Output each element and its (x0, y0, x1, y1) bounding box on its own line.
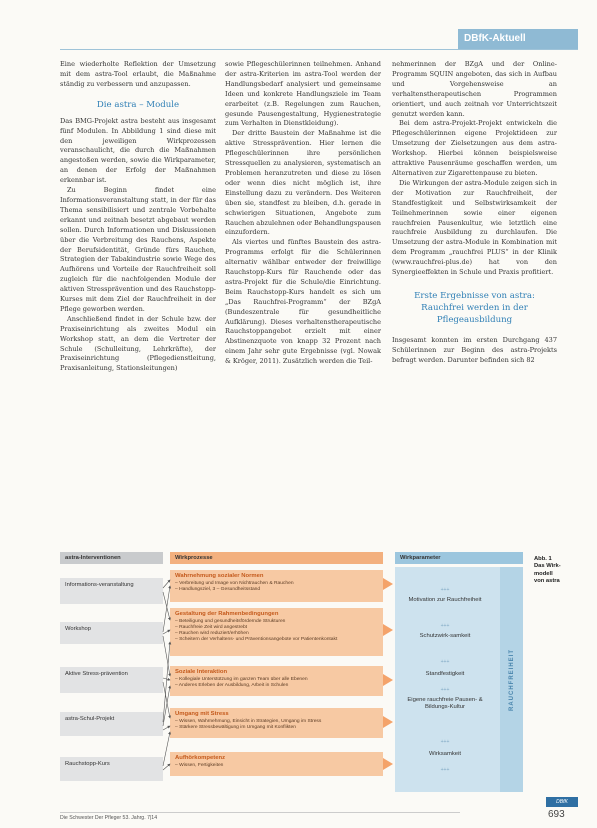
impact-model-diagram (60, 552, 578, 806)
section-heading: Die astra – Module (96, 99, 180, 110)
process-item: – Anderes Erleben der Ausbildung, Arbeit in Schulen (175, 682, 289, 688)
paragraph: Das BMG-Projekt astra besteht aus insgesamt fünf Modulen. In Abbildung 1 sind diese mit den jeweiligen Wirkprozessen veranschaulicht, die durch die Maßnahmen angestoßen werden, sowie die Wirkparameter, an denen der Erfolg der Maßnahmen erkennbar ist. (60, 116, 216, 185)
section-heading: Erste Ergebnisse von astra: Rauchfrei werden in der Pflegeausbildung (414, 290, 535, 325)
process-item: – Beteiligung und gesundheitsfördernde Strukturen (175, 618, 286, 624)
process-arrowhead (383, 578, 393, 590)
process-title: Soziale Interaktion (175, 669, 228, 675)
arrow (163, 630, 170, 634)
text-column-2 (225, 60, 381, 367)
parameter-label: Wirksamkeit (428, 751, 462, 757)
caption-line: Abb. 1 (534, 556, 552, 562)
section-header: DBfK-Aktuell (458, 29, 578, 49)
intervention-label: Informations-veranstaltung (65, 582, 134, 588)
paragraph: Bei dem astra-Projekt-Projekt entwickeln die Pflegeschülerinnen eigene Projektideen zur Umsetzung der Zielsetzungen aus dem astra-Workshop. Hierbei können beispielsweise attraktive Pausenräume geschaffen werden, um Alternativen zur Zigarettenpause zu bieten. (392, 119, 557, 177)
intervention-label: Rauchstopp-Kurs (65, 761, 110, 767)
text-column-1 (60, 60, 216, 374)
caption-line: modell (534, 570, 553, 577)
process-item: – Rauchfreie Zeit wird angestrebt (175, 624, 248, 630)
process-item: – Verbreitung und Image von Nichtrauchen & Rauchen (175, 580, 294, 586)
interventions-header: astra-Interventionen (60, 552, 163, 564)
intervention-label: Workshop (65, 626, 91, 632)
dbfk-logo: DBfK (546, 797, 578, 807)
connector-arrows (60, 552, 578, 806)
arrow (163, 764, 170, 770)
outcome-label: RAUCHFREIHEIT (508, 648, 515, 711)
process-item: – Stärkere Stressbewältigung im Umgang mit Konflikten (175, 724, 296, 730)
plus-marker: +++ (440, 587, 450, 593)
parameter-label: Eigene rauchfreie Pausen- & Bildungs-Kultur (407, 697, 483, 711)
caption-line: von astra (534, 577, 560, 584)
paragraph: Die Wirkungen der astra-Module zeigen sich in der Motivation zur Rauchfreiheit, der Standfestigkeit und Selbstwirksamkeit der Teilnehmerinnen sowie einer eigenen rauchfreien Pausenkultur, wie letztlich eine rauchfreie Ausbildung zu durchlaufen. Die Umsetzung der astra-Module in Kombination mit dem Programm „rauchfrei PLUS“ in der Klinik (www.rauchfrei-plus.de) hat von den Synergieeffekten in Schule und Praxis profitiert. (392, 178, 557, 277)
paragraph: sowie Pflegeschülerinnen teilnehmen. Anhand der astra-Kriterien im astra-Tool werden der Handlungsbedarf analysiert und gemeinsame Ideen und konkrete Handlungsziele im Team erarbeitet (z.B. Regelungen zum Rauchen, gesunde Pausengestaltung, Hygienestrategie zum Verhalten in Dienstkleidung). (225, 60, 381, 128)
plus-marker: +++ (440, 687, 450, 693)
text-column-3 (392, 60, 557, 366)
arrow (163, 580, 170, 588)
arrow (163, 732, 170, 766)
process-arrowhead (383, 674, 393, 686)
process-title: Wahrnehmung sozialer Normen (175, 573, 264, 579)
paragraph: Zu Beginn findet eine Informationsveranstaltung statt, in der für das Thema sensibilisiert und zentrale Vorbehalte erkannt und zeitnah besetzt abgebaut werden sollen. Durch Informationen und Diskussionen über die Verbreitung des Rauchens, Aspekte der Berufsidentität, Gründe fürs Rauchen, Strategien der Tabakindustrie sowie Wege des Aufhörens und Vorteile der Rauchfreiheit soll zugleich für die nachfolgenden Module der aktiven Stressprävention und des Rauchstopp-Kurses mit dem Ziel der Rauchfreiheit in der Pflege geworben werden. (60, 186, 216, 313)
process-title: Umgang mit Stress (175, 711, 229, 717)
process-arrowhead (383, 758, 393, 770)
processes-header: Wirkprozesse (170, 552, 383, 564)
paragraph: Als viertes und fünftes Baustein des astra-Programms erfolgt für die Schülerinnen alternativ wählbar entweder der freiwillige Rauchstopp-Kurs für Rauchende oder das astra-Projekt für die Schule/die Einrichtung. Beim Rauchstopp-Kurs handelt es sich um „Das Rauchfrei-Programm“ der BZgA (Bundeszentrale für gesundheitliche Aufklärung). Dieses verhaltenstherapeutische Rauchstoppangebot erzielt mit einer Abstinenzquote von knapp 32 Prozent nach einem Jahr sehr gute Ergebnisse (vgl. Nowak & Kröger, 2011). Zusätzlich werden die Teil- (225, 238, 381, 366)
process-title: Aufhörkompetenz (175, 755, 226, 761)
page-number: 693 (548, 809, 565, 820)
caption-line: Das Wirk- (534, 563, 561, 570)
process-item: – Rauchen wird reduziert/erhöhen (175, 630, 249, 636)
header-rule (60, 49, 578, 50)
parameter-label: Motivation zur Rauchfreiheit (408, 597, 482, 603)
plus-marker: +++ (440, 739, 450, 745)
paragraph: Eine wiederholte Reflektion der Umsetzung mit dem astra-Tool erlaubt, die Maßnahme ständig zu verbessern und anzupassen. (60, 60, 216, 88)
process-item: – Wissen, Fertigkeiten (175, 762, 224, 768)
intervention-label: Aktive Stress-prävention (65, 671, 128, 677)
paragraph: Insgesamt konnten im ersten Durchgang 437 Schülerinnen zur Beginn des astra-Projekts befragt werden. Darunter befinden sich 82 (392, 335, 557, 364)
paragraph: nehmerinnen der BZgA und der Online-Programm SQUIN angeboten, das sich in Aufbau und Vorgehensweise an verhaltenstherapeutischen Programmen orientiert, und auch zeitnah vor Unterrichtszeit genutzt werden kann. (392, 60, 557, 118)
parameters-header: Wirkparameter (395, 552, 523, 564)
parameter-label: Schutzwirk-samkeit (419, 633, 471, 639)
arrow (163, 726, 170, 730)
parameter-label: Standfestigkeit (425, 671, 465, 677)
plus-marker: +++ (440, 767, 450, 773)
plus-marker: +++ (440, 623, 450, 629)
plus-marker: +++ (440, 659, 450, 665)
process-item: – Scheitern der Verhaltens- und Präventionsangebote vor Patientenkontakt (175, 636, 338, 642)
process-item: – Handlungsziel, 3 – Gesundheitsstand (175, 586, 261, 592)
process-arrowhead (383, 716, 393, 728)
arrow (163, 592, 170, 620)
process-arrowhead (383, 624, 393, 636)
process-item: – Kollegiale Unterstützung im ganzen Team über alle Ebenen (175, 676, 308, 682)
arrow (163, 586, 170, 632)
arrow (163, 686, 170, 726)
footer-rule (60, 812, 460, 813)
intervention-label: astra-Schul-Projekt (65, 716, 115, 722)
process-title: Gestaltung der Rahmenbedingungen (175, 611, 279, 617)
arrow (163, 642, 170, 722)
paragraph: Der dritte Baustein der Maßnahme ist die aktive Stressprävention. Hier lernen die Pflegeschülerinnen ihre persönlichen Stressquellen zu analysieren, systematisch an Problemen heranzutreten und diese zu lösen oder wenn dies nicht möglich ist, ihre Einstellung dazu zu verändern. Des Weiteren üben sie, standfest zu bleiben, d.h. gerade in schwierigen Situationen, Angebote zum Rauchen abzulehnen oder Behandlungspausen einzufordern. (225, 129, 381, 237)
paragraph: Anschließend findet in der Schule bzw. der Praxiseinrichtung als zweites Modul ein Workshop statt, an dem die Vertreter der Schule (Schulleitung, Lehrkräfte), der Praxiseinrichtung (Pflegedienstleitung, Praxisanleitung, Stationsleitungen) (60, 314, 216, 373)
footer-journal: Die Schwester Der Pfleger 53. Jahrg. 7|14 (60, 815, 158, 821)
process-item: – Wissen, Wahrnehmung, Einsicht in Strategien, Umgang im Stress (175, 718, 322, 724)
